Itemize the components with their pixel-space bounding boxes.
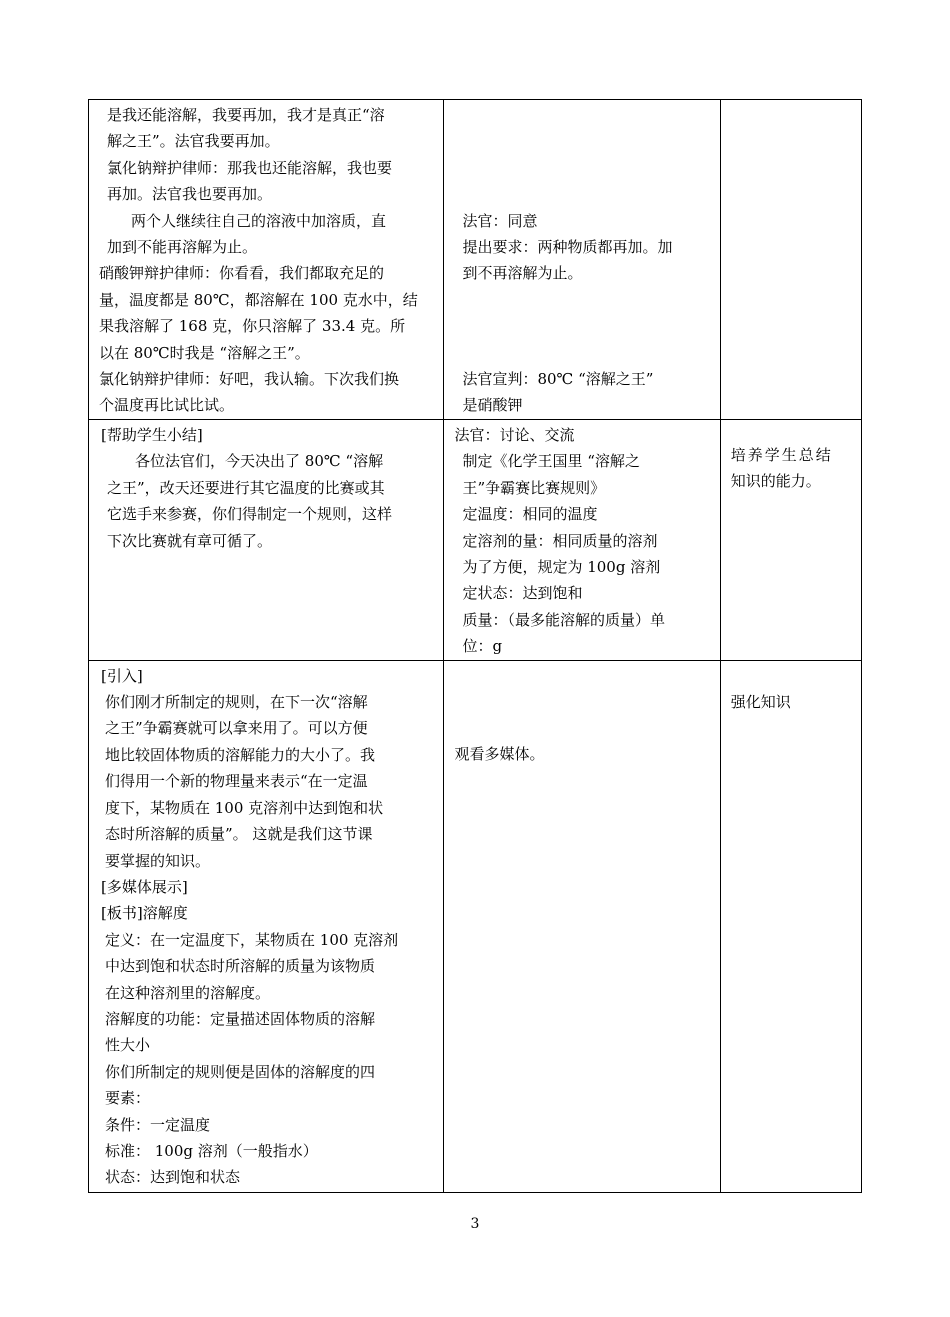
design-intent-cell [720,100,861,420]
text-line: 它选手来参赛，你们得制定一个规则，这样 [107,505,393,524]
text-line: 王”争霸赛比赛规则》 [462,478,606,497]
text-line: 以在 80℃时我是 “溶解之王”。 [99,343,310,362]
text-line: 之王”，改天还要进行其它温度的比赛或其 [107,478,385,497]
table-row [89,100,862,420]
section-heading: [帮助学生小结] [101,426,203,444]
text-line: 要掌握的知识。 [105,851,211,870]
text-line: 加到不能再溶解为止。 [107,238,258,257]
student-activity-cell [444,420,720,661]
text-line: 氯化钠辩护律师：好吧，我认输。下次我们换 [99,370,400,389]
text-line: 定温度：相同的温度 [462,505,598,524]
page-number: 3 [470,1216,480,1232]
design-intent-cell [720,660,861,1192]
text-line: 法官：同意 [462,211,538,230]
text-line: 你们所制定的规则便是固体的溶解度的四 [105,1062,376,1081]
text-line: 是硝酸钾 [462,396,523,415]
teacher-activity-cell [89,100,444,420]
text-line: 硝酸钾辩护律师：你看看，我们都取充足的 [99,264,385,283]
text-line: 观看多媒体。 [454,744,545,763]
text-line: 两个人继续往自己的溶液中加溶质，直 [131,211,387,230]
student-activity-cell [444,100,720,420]
text-line: 标准： 100g 溶剂（一般指水） [105,1141,318,1160]
text-line: 性大小 [105,1036,151,1055]
text-line: 位：g [462,637,503,656]
text-line: 条件：一定温度 [105,1115,211,1134]
text-line: 各位法官们，今天决出了 80℃ “溶解 [135,452,384,471]
text-line: 个温度再比试比试。 [99,396,235,415]
text-line: 质量：（最多能溶解的质量）单 [462,610,665,629]
text-line: 知识的能力。 [730,472,821,491]
text-line: 要素： [105,1089,151,1108]
text-line: 法官宣判：80℃ “溶解之王” [462,369,654,388]
text-line: 在这种溶剂里的溶解度。 [105,983,271,1002]
text-line: 法官：讨论、交流 [454,426,575,444]
text-line: 地比较固体物质的溶解能力的大小了。我 [105,745,376,764]
text-line: 定义：在一定温度下，某物质在 100 克溶剂 [105,930,399,949]
text-line: 态时所溶解的质量”。 这就是我们这节课 [105,825,373,844]
text-line: 定溶剂的量：相同质量的溶剂 [462,531,658,550]
text-line: 解之王”。法官我要再加。 [107,132,280,151]
teacher-activity-cell [89,420,444,661]
section-heading: [引入] [101,666,143,685]
text-line: 度下，某物质在 100 克溶剂中达到饱和状 [105,798,384,817]
text-line: 是我还能溶解，我要再加，我才是真正“溶 [107,106,385,124]
table-row [89,420,862,661]
text-line: 们得用一个新的物理量来表示“在一定温 [105,772,368,791]
text-line: 溶解度的功能：定量描述固体物质的溶解 [105,1009,376,1028]
text-line: 状态：达到饱和状态 [105,1168,241,1187]
text-line: 定状态：达到饱和 [462,584,583,603]
text-line: 再加。法官我也要再加。 [107,185,273,204]
text-line: 培养学生总结 [730,446,833,464]
text-line: 氯化钠辩护律师：那我也还能溶解，我也要 [107,158,393,177]
design-intent-cell [720,420,861,661]
section-heading: [多媒体展示] [101,877,188,896]
text-line: 为了方便，规定为 100g 溶剂 [462,558,661,577]
text-line: 制定《化学王国里 “溶解之 [462,452,640,471]
section-heading: [板书]溶解度 [101,904,188,923]
text-line: 果我溶解了 168 克，你只溶解了 33.4 克。所 [99,317,406,336]
text-line: 你们刚才所制定的规则，在下一次“溶解 [105,693,368,712]
table-row [89,660,862,1192]
student-activity-cell [444,660,720,1192]
text-line: 下次比赛就有章可循了。 [107,531,273,550]
text-line: 量，温度都是 80℃，都溶解在 100 克水中，结 [99,290,418,309]
text-line: 提出要求：两种物质都再加。加 [462,237,673,256]
text-line: 中达到饱和状态时所溶解的质量为该物质 [105,957,376,976]
text-line: 之王”争霸赛就可以拿来用了。可以方便 [105,719,368,738]
lesson-table [88,99,862,1193]
text-line: 强化知识 [730,692,791,711]
text-line: 到不再溶解为止。 [462,264,583,283]
teacher-activity-cell [89,660,444,1192]
